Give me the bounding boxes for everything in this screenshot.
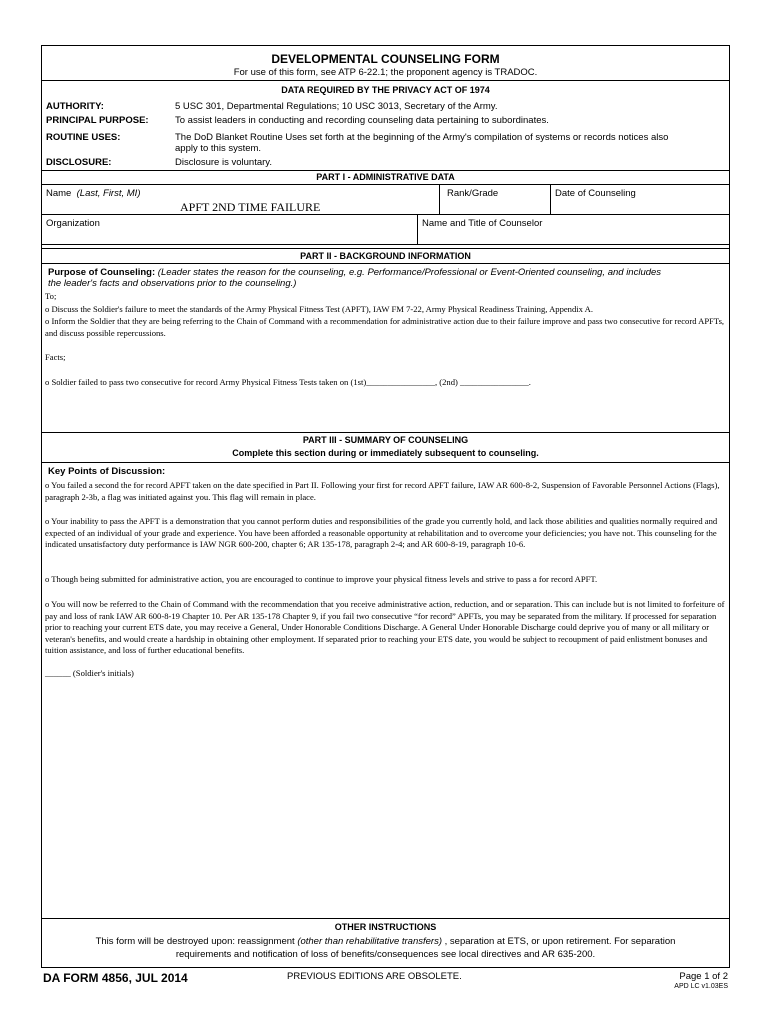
privacy-heading: DATA REQUIRED BY THE PRIVACY ACT OF 1974 <box>281 85 490 95</box>
counselor-label: Name and Title of Counselor <box>422 218 543 229</box>
disclosure-label: DISCLOSURE: <box>46 157 112 168</box>
routine-uses-value-1: The DoD Blanket Routine Uses set forth at the beginning of the Army's compilation of systems or records notices also <box>175 132 669 143</box>
key-points-label: Key Points of Discussion: <box>48 466 166 477</box>
authority-value: 5 USC 301, Departmental Regulations; 10 USC 3013, Secretary of the Army. <box>175 101 498 112</box>
part3-subheading: Complete this section during or immediately subsequent to counseling. <box>232 448 539 458</box>
summary-paragraph-2: o Your inability to pass the APFT is a demonstration that you cannot perform duties and responsibilities of the grade you currently hold, and lack those abilities and qualities normally required and expected of an individual of your grade and experience. You have been afforded a reasonable opportunity at rehabilitation and to overcome your deficiencies; you have not. This counseling for the indicated unsatisfactory duty performance is IAW NGR 600-200, chapter 6; AR 135-178, paragraph 2-4; and AR 600-8-19, paragraph 10-6. <box>45 516 718 549</box>
purpose-of-counseling: Purpose of Counseling: (Leader states the reason for the counseling, e.g. Performance/Professional or Event-Oriented counseling, and includes <box>48 267 662 278</box>
counseling-form <box>41 45 730 968</box>
name-value[interactable]: APFT 2ND TIME FAILURE <box>180 200 321 214</box>
routine-uses-label: ROUTINE USES: <box>46 132 121 143</box>
part2-heading: PART II - BACKGROUND INFORMATION <box>300 251 471 261</box>
organization-label: Organization <box>46 218 100 229</box>
background-line-2: o Inform the Soldier that they are being referring to the Chain of Command with a recommendation for administrative action due to their failure improve and pass two consecutive for record APFTs, and discuss possible repercussions. <box>45 316 725 338</box>
background-line-3: o Soldier failed to pass two consecutive for record Army Physical Fitness Tests taken on (1st)________________, (2nd) ________________. <box>45 377 531 387</box>
purpose-value: To assist leaders in conducting and recording counseling data pertaining to subordinates. <box>175 115 549 126</box>
form-subtitle: For use of this form, see ATP 6-22.1; the proponent agency is TRADOC. <box>233 67 538 78</box>
version-label: APD LC v1.03ES <box>674 983 728 990</box>
page-number: Page 1 of 2 <box>679 971 728 982</box>
part1-heading: PART I - ADMINISTRATIVE DATA <box>316 172 455 182</box>
summary-paragraph-1: o You failed a second the for record APFT taken on the date specified in Part II. Following your first for record APFT failure, IAW AR 600-8-2, Suspension of Favorable Personnel Actions (Flags), paragraph 2-3b, a flag was initiated against you. This flag will remain in place. <box>45 480 720 502</box>
other-instructions-heading: OTHER INSTRUCTIONS <box>334 922 437 932</box>
other-instructions-line-2: requirements and notification of loss of benefits/consequences see local directives and AR 635-200. <box>175 949 596 960</box>
name-label: Name (Last, First, MI) <box>46 188 141 199</box>
summary-paragraph-4: o You will now be referred to the Chain of Command with the recommendation that you receive administrative action, reduction, and or separation. This can include but is not limited to forfeiture of pay and loss of rank IAW AR 600-8-19 Chapter 10. Per AR 135-178 Chapter 9, if you fail two consecutive “for record” APFTs, you may be separated from the military. If processed for separation prior to reaching your current ETS date, you may receive a General, Under Honorable Conditions Discharge. A General Under Honorable Discharge could deprive you of many or all military or veteran's benefits, and would create a hardship in obtaining other employment. If separated prior to reaching your ETS date, you would be subject to recoupment of paid enlistment bonuses and tuition assistance, and loss of further educational benefits. <box>45 599 725 655</box>
rank-label: Rank/Grade <box>447 188 499 199</box>
previous-editions-notice: PREVIOUS EDITIONS ARE OBSOLETE. <box>287 971 462 982</box>
form-title: DEVELOPMENTAL COUNSELING FORM <box>271 52 500 66</box>
form-id: DA FORM 4856, JUL 2014 <box>43 971 188 985</box>
authority-label: AUTHORITY: <box>46 101 104 112</box>
routine-uses-value-2: apply to this system. <box>175 143 262 154</box>
purpose-hint-2: the leader's facts and observations prior to the counseling.) <box>48 278 297 289</box>
disclosure-value: Disclosure is voluntary. <box>175 157 272 168</box>
facts-label: Facts; <box>45 352 66 362</box>
to-label: To; <box>45 291 57 301</box>
part3-heading: PART III - SUMMARY OF COUNSELING <box>302 435 469 445</box>
other-instructions-line-1: This form will be destroyed upon: reassignment (other than rehabilitative transfers) , separation at ETS, or upon retirement. For separation <box>95 936 676 947</box>
summary-paragraph-3: o Though being submitted for administrative action, you are encouraged to continue to improve your physical fitness levels and strive to pass a for record APFT. <box>45 574 598 584</box>
purpose-label: PRINCIPAL PURPOSE: <box>46 115 149 126</box>
background-line-1: o Discuss the Soldier's failure to meet the standards of the Army Physical Fitness Test (APFT), IAW FM 7-22, Army Physical Readiness Training, Appendix A. <box>45 304 593 314</box>
date-of-counseling-label: Date of Counseling <box>555 188 636 199</box>
form-footer <box>41 968 730 1018</box>
soldier-initials[interactable]: ______ (Soldier's initials) <box>45 668 134 678</box>
